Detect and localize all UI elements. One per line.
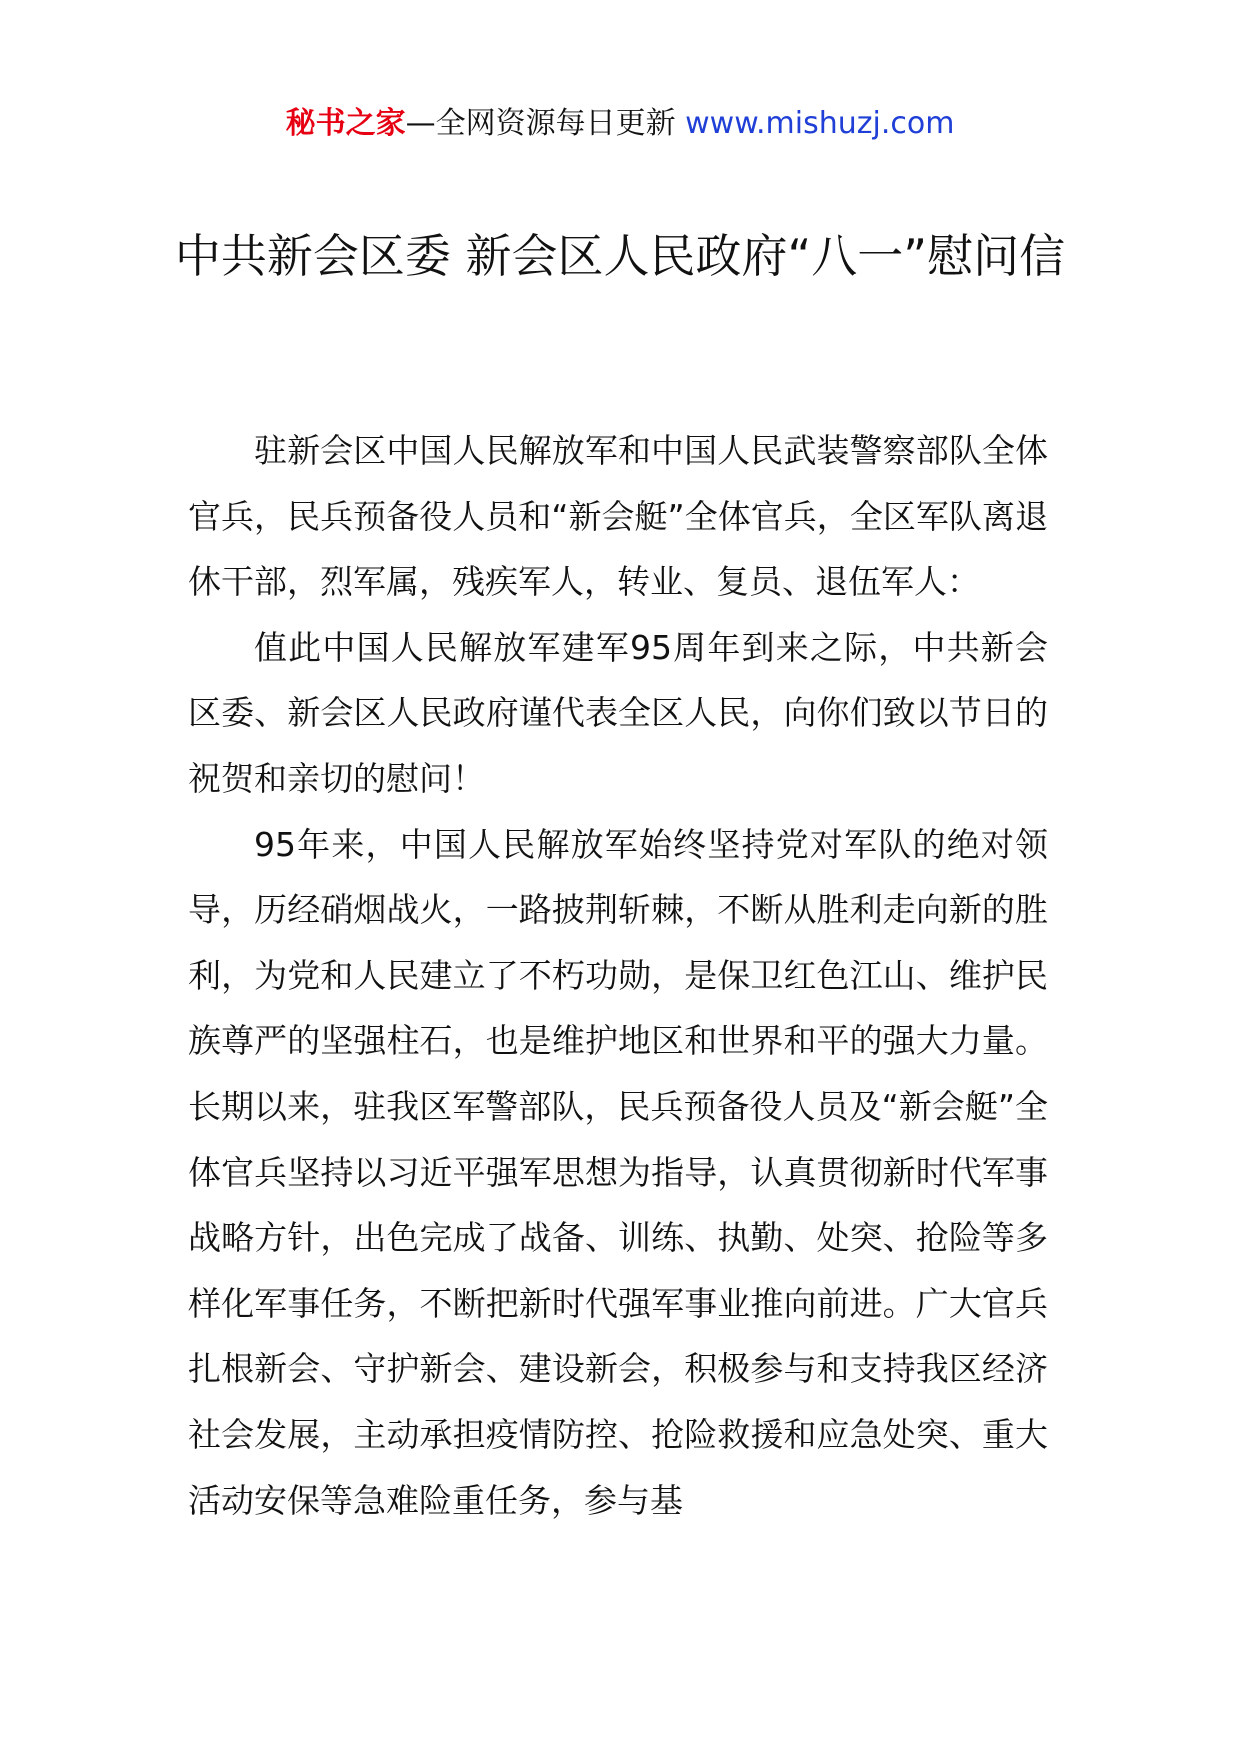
site-header <box>0 102 1240 146</box>
site-tagline: —全网资源每日更新 <box>405 106 686 141</box>
main-paragraph: 95年来，中国人民解放军始终坚持党对军队的绝对领导，历经硝烟战火，一路披荆斩棘，不断从胜利走向新的胜利，为党和人民建立了不朽功勋，是保卫红色江山、维护民族尊严的坚强柱石，也是维护地区和世界和平的强大力量。长期以来，驻我区军警部队，民兵预备役人员及“新会艇”全体官兵坚持以习近平强军思想为指导，认真贯彻新时代军事战略方针，出色完成了战备、训练、执勤、处突、抢险等多样化军事任务，不断把新时代强军事业推向前进。广大官兵扎根新会、守护新会、建设新会，积极参与和支持我区经济社会发展，主动承担疫情防控、抢险救援和应急处突、重大活动安保等急难险重任务，参与基 <box>188 824 1048 1520</box>
document-title: 中共新会区委 新会区人民政府“八一”慰问信 <box>174 229 1066 283</box>
salutation-paragraph: 驻新会区中国人民解放军和中国人民武装警察部队全体官兵，民兵预备役人员和“新会艇”全体官兵，全区军队离退休干部，烈军属，残疾军人，转业、复员、退伍军人： <box>188 431 1048 602</box>
document-body <box>188 418 1048 1533</box>
site-url-link[interactable]: www.mishuzj.com <box>685 106 955 141</box>
site-brand: 秘书之家 <box>285 106 406 141</box>
greeting-paragraph: 值此中国人民解放军建军95周年到来之际，中共新会区委、新会区人民政府谨代表全区人民，向你们致以节日的祝贺和亲切的慰问！ <box>188 627 1048 798</box>
